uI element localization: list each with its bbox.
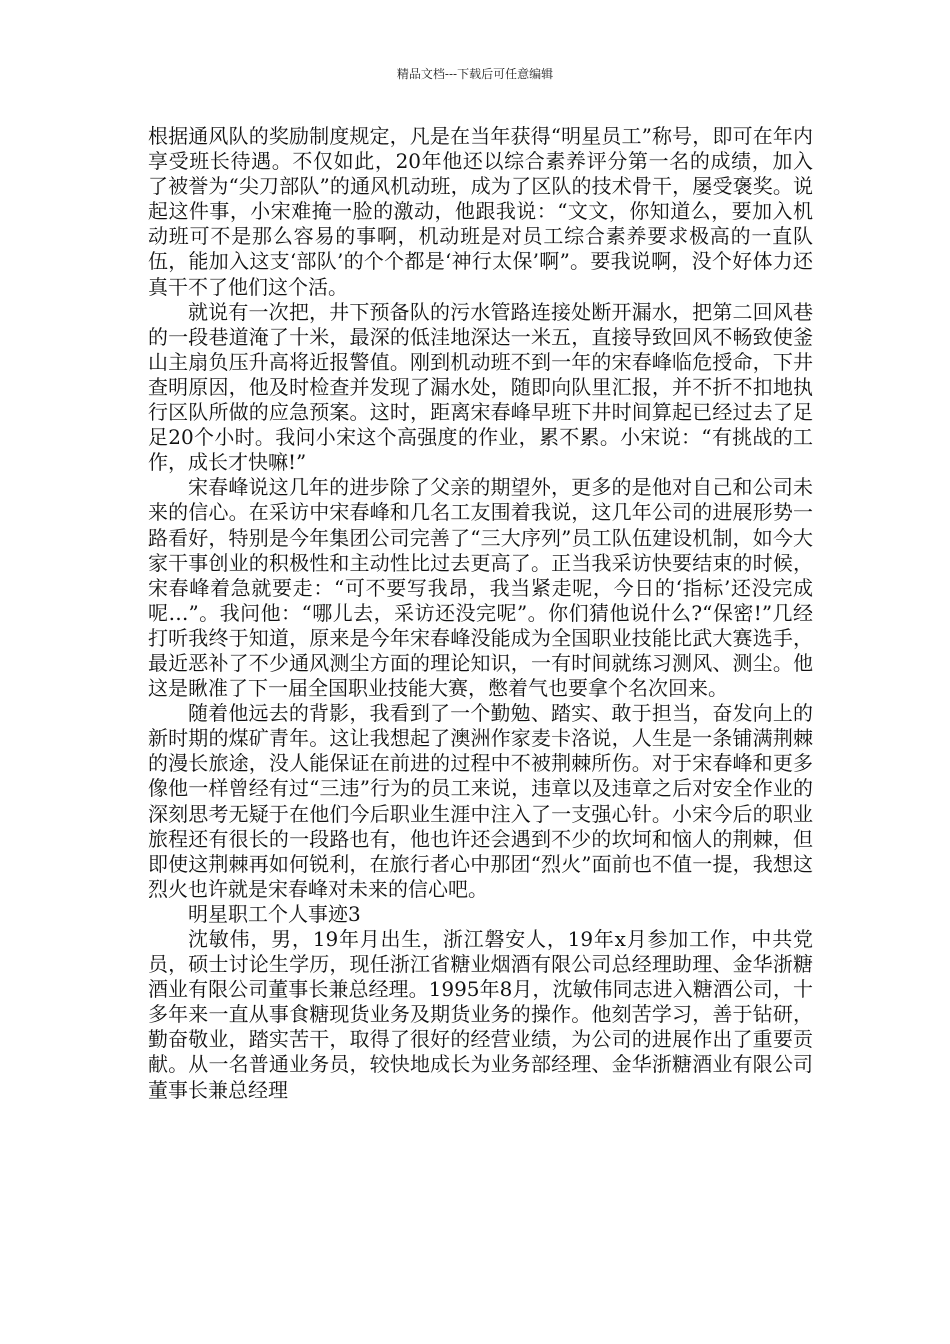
document-body — [148, 124, 813, 1103]
paragraph-5: 沈敏伟，男，19年月出生，浙江磐安人，19年x月参加工作，中共党员，硕士讨论生学历，现任浙江省糖业烟酒有限公司总经理助理、金华浙糖酒业有限公司董事长兼总经理。1995年8月，沈敏伟同志进入糖酒公司，十多年来一直从事食糖现货业务及期货业务的操作。他刻苦学习，善于钻研，勤奋敬业，踏实苦干，取得了很好的经营业绩，为公司的进展作出了重要贡献。从一名普通业务员，较快地成长为业务部经理、金华浙糖酒业有限公司董事长兼总经理 — [148, 927, 813, 1102]
page-header: 精品文档---下载后可任意编辑 — [396, 67, 554, 81]
paragraph-1: 根据通风队的奖励制度规定，凡是在当年获得“明星员工”称号，即可在年内享受班长待遇。不仅如此，20年他还以综合素养评分第一名的成绩，加入了被誉为“尖刀部队”的通风机动班，成为了区队的技术骨干，屡受褒奖。说起这件事，小宋难掩一脸的激动，他跟我说：“文文，你知道么，要加入机动班可不是那么容易的事啊，机动班是对员工综合素养要求极高的一直队伍，能加入这支‘部队’的个个都是‘神行太保’啊”。要我说啊，没个好体力还真干不了他们这个活。 — [148, 124, 813, 299]
paragraph-4: 随着他远去的背影，我看到了一个勤勉、踏实、敢于担当，奋发向上的新时期的煤矿青年。这让我想起了澳洲作家麦卡洛说，人生是一条铺满荆棘的漫长旅途，没人能保证在前进的过程中不被荆棘所伤。对于宋春峰和更多像他一样曾经有过“三违”行为的员工来说，违章以及违章之后对安全作业的深刻思考无疑于在他们今后职业生涯中注入了一支强心针。小宋今后的职业旅程还有很长的一段路也有，他也许还会遇到不少的坎坷和恼人的荆棘，但即使这荆棘再如何锐利，在旅行者心中那团“烈火”面前也不值一提，我想这烈火也许就是宋春峰对未来的信心吧。 — [148, 701, 813, 901]
paragraph-2: 就说有一次把，井下预备队的污水管路连接处断开漏水，把第二回风巷的一段巷道淹了十米，最深的低洼地深达一米五，直接导致回风不畅致使釜山主扇负压升高将近报警值。刚到机动班不到一年的宋春峰临危授命，下井查明原因，他及时检查并发现了漏水处，随即向队里汇报，并不折不扣地执行区队所做的应急预案。这时，距离宋春峰早班下井时间算起已经过去了足足20个小时。我问小宋这个高强度的作业，累不累。小宋说：“有挑战的工作，成长才快嘛!” — [148, 299, 813, 475]
paragraph-3: 宋春峰说这几年的进步除了父亲的期望外，更多的是他对自己和公司未来的信心。在采访中宋春峰和几名工友围着我说，这几年公司的进展形势一路看好，特别是今年集团公司完善了“三大序列”员工队伍建设机制，如今大家干事创业的积极性和主动性比过去更高了。正当我采访快要结束的时候，宋春峰着急就要走：“可不要写我昂，我当紧走呢，今日的‘指标’还没完成呢…”。我问他：“哪儿去，采访还没完呢”。你们猜他说什么?“保密!”几经打听我终于知道，原来是今年宋春峰没能成为全国职业技能比武大赛选手，最近恶补了不少通风测尘方面的理论知识，一有时间就练习测风、测尘。他这是瞅准了下一届全国职业技能大赛，憋着气也要拿个名次回来。 — [148, 475, 813, 701]
section-heading: 明星职工个人事迹3 — [188, 901, 361, 926]
